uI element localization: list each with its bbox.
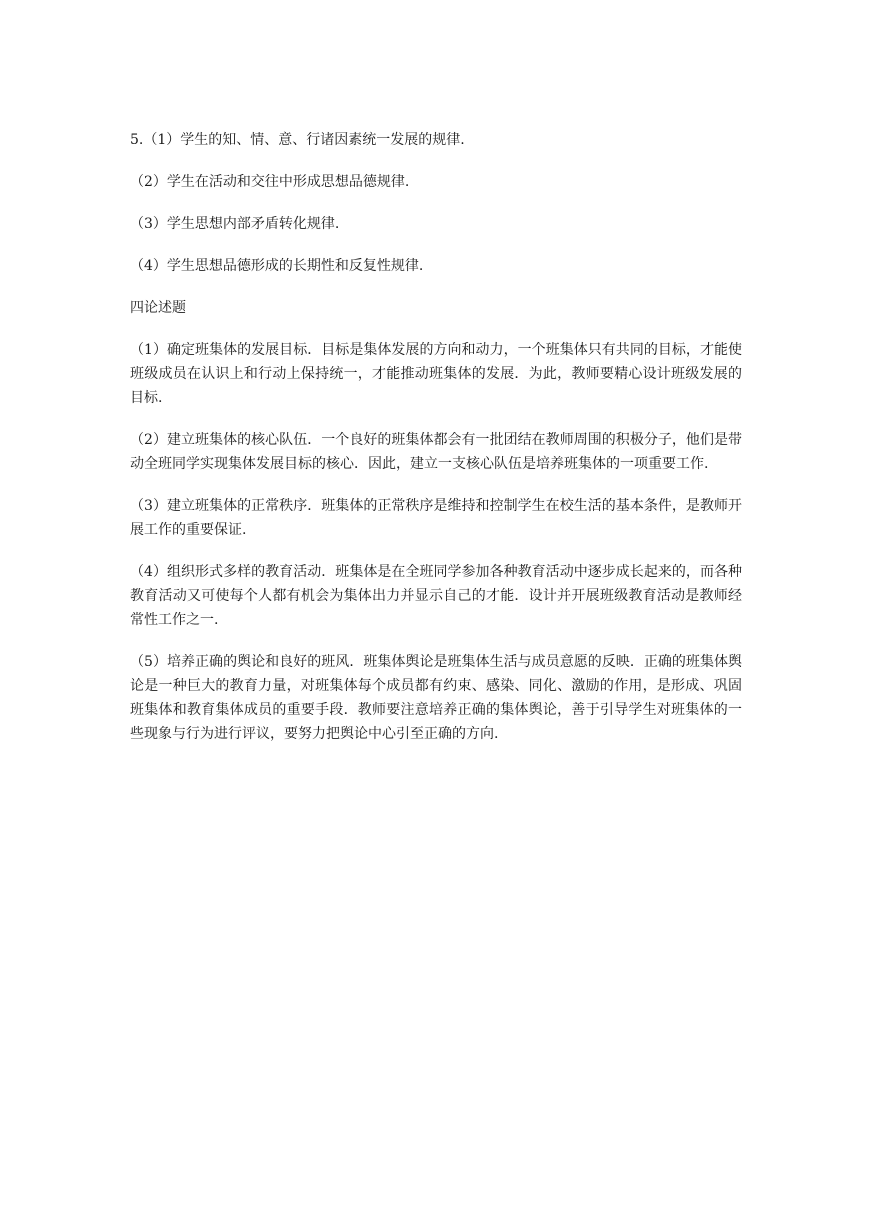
essay-paragraph-5: （5）培养正确的舆论和良好的班风．班集体舆论是班集体生活与成员意愿的反映．正确的班集体舆论是一种巨大的教育力量，对班集体每个成员都有约束、感染、同化、激励的作用，是形成、巩固班集体和教育集体成员的重要手段．教师要注意培养正确的集体舆论，善于引导学生对班集体的一些现象与行为进行评议，要努力把舆论中心引至正确的方向. bbox=[130, 654, 742, 742]
essay-paragraph-4: （4）组织形式多样的教育活动．班集体是在全班同学参加各种教育活动中逐步成长起来的，而各种教育活动又可使每个人都有机会为集体出力并显示自己的才能．设计并开展班级教育活动是教师经常性工作之一. bbox=[130, 564, 742, 628]
law-item-1: 5.（1）学生的知、情、意、行诸因素统一发展的规律. bbox=[130, 132, 465, 148]
document-body bbox=[130, 128, 742, 764]
essay-paragraph-3: （3）建立班集体的正常秩序．班集体的正常秩序是维持和控制学生在校生活的基本条件，是教师开展工作的重要保证. bbox=[130, 498, 742, 538]
law-item-4: （4）学生思想品德形成的长期性和反复性规律. bbox=[130, 258, 424, 274]
essay-paragraph-2: （2）建立班集体的核心队伍．一个良好的班集体都会有一批团结在教师周围的积极分子，他们是带动全班同学实现集体发展目标的核心．因此，建立一支核心队伍是培养班集体的一项重要工作. bbox=[130, 432, 742, 472]
section-heading: 四论述题 bbox=[130, 300, 186, 316]
law-item-2: （2）学生在活动和交往中形成思想品德规律. bbox=[130, 174, 410, 190]
essay-paragraph-1: （1）确定班集体的发展目标．目标是集体发展的方向和动力，一个班集体只有共同的目标，才能使班级成员在认识上和行动上保持统一，才能推动班集体的发展．为此，教师要精心设计班级发展的目标. bbox=[130, 342, 742, 406]
law-item-3: （3）学生思想内部矛盾转化规律. bbox=[130, 216, 340, 232]
